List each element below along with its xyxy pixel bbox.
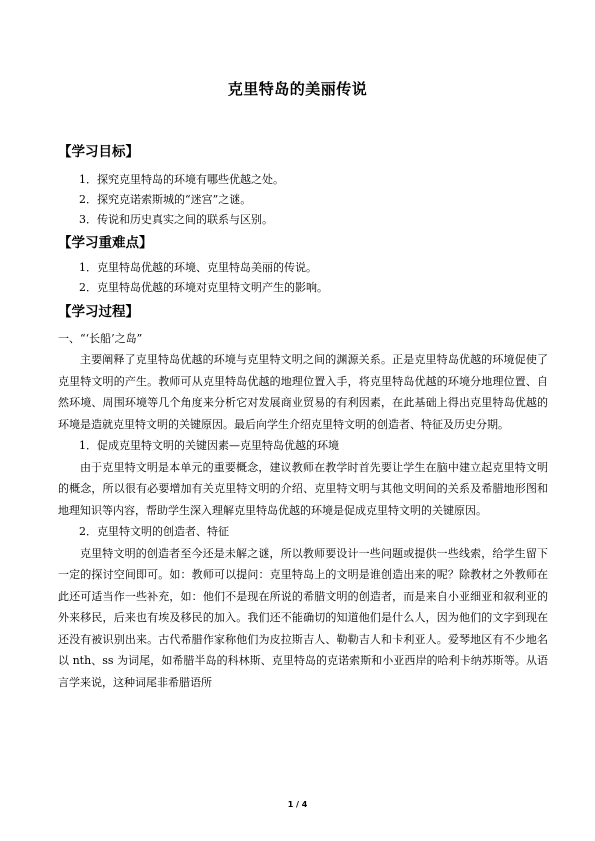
section-heading-keypoints: 【学习重难点】 bbox=[58, 235, 153, 251]
page-title: 克里特岛的美丽传说 bbox=[227, 80, 368, 98]
list-item: 2．探究克诺索斯城的“迷宫”之谜。 bbox=[79, 193, 252, 206]
list-item: 1．克里特岛优越的环境、克里特岛美丽的传说。 bbox=[79, 261, 317, 274]
list-item: 3．传说和历史真实之间的联系与区别。 bbox=[79, 213, 273, 226]
page-number: 1 / 4 bbox=[287, 800, 308, 809]
keypoints-list bbox=[58, 258, 548, 298]
item2-heading: 2．克里特文明的创造者、特征 bbox=[79, 525, 229, 538]
section-heading-goals: 【学习目标】 bbox=[58, 144, 139, 160]
item1-heading: 1．促成克里特文明的关键因素—克里特岛优越的环境 bbox=[79, 439, 339, 452]
item2-paragraph: 克里特文明的创造者至今还是未解之谜，所以教师要设计一些问题或提供一些线索，给学生留下一定的探讨空间即可。如：教师可以提问：克里特岛上的文明是谁创造出来的呢？除教材之外教师在此还可适当作一些补充，如：他们不是现在所说的希腊文明的创造者，而是来自小亚细亚和叙利亚的外来移民，后来也有埃及移民的加入。我们还不能确切的知道他们是什么人，因为他们的文字到现在还没有被识别出来。古代希腊作家称他们为皮拉斯吉人、勒勒吉人和卡利亚人。爱琴地区有不少地名以 nth、ss 为词尾，如希腊半岛的科林斯、克里特岛的克诺索斯和小亚西岸的哈利卡纳苏斯等。从语言学来说，这种词尾非希腊语所 bbox=[58, 546, 548, 689]
goals-list bbox=[58, 170, 548, 230]
list-item: 2．克里特岛优越的环境对克里特文明产生的影响。 bbox=[79, 281, 328, 294]
section-heading-process: 【学习过程】 bbox=[58, 304, 139, 320]
part1-heading: 一、“‘长船’之岛” bbox=[58, 332, 143, 345]
list-item: 1．探究克里特岛的环境有哪些优越之处。 bbox=[79, 173, 284, 186]
part1-paragraph: 主要阐释了克里特岛优越的环境与克里特文明之间的渊源关系。正是克里特岛优越的环境促使了克里特文明的产生。教师可从克里特岛优越的地理位置入手，将克里特岛优越的环境分地理位置、自然环境、周围环境等几个角度来分析它对发展商业贸易的有利因素，在此基础上得出克里特岛优越的环境是造就克里特文明的关键原因。最后向学生介绍克里特文明的创造者、特征及历史分期。 bbox=[58, 353, 548, 431]
document-body bbox=[58, 140, 548, 693]
item1-paragraph: 由于克里特文明是本单元的重要概念，建议教师在教学时首先要让学生在脑中建立起克里特文明的概念，所以很有必要增加有关克里特文明的介绍、克里特文明与其他文明间的关系及希腊地形图和地理知识等内容，帮助学生深入理解克里特岛优越的环境是促成克里特文明的关键原因。 bbox=[58, 460, 548, 517]
